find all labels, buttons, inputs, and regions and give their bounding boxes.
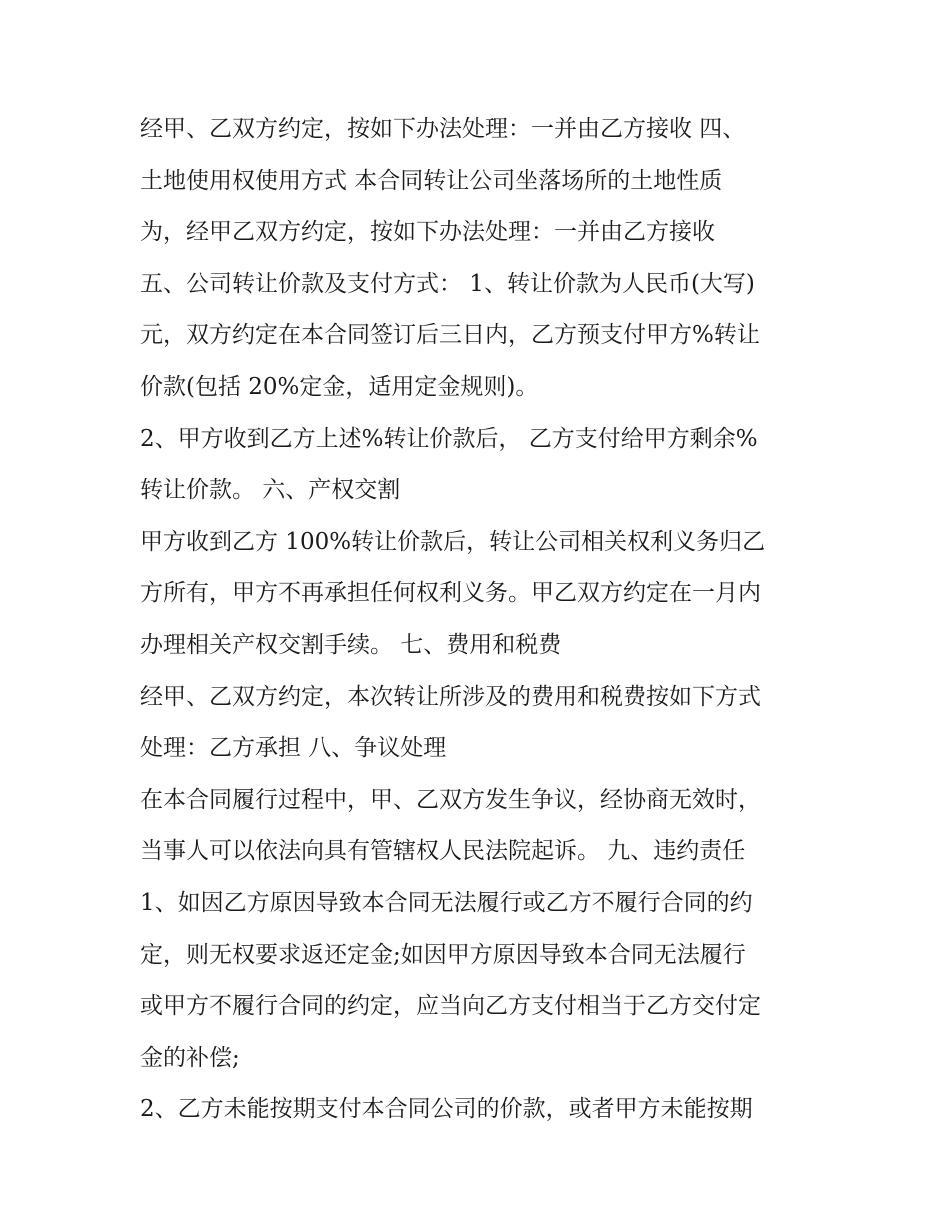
text-line: 1、如因乙方原因导致本合同无法履行或乙方不履行合同的约	[140, 889, 753, 916]
text-line: 2、乙方未能按期支付本合同公司的价款，或者甲方未能按期	[140, 1096, 753, 1123]
text-line: 定，则无权要求返还定金;如因甲方原因导致本合同无法履行	[140, 941, 746, 968]
text-line: 2、甲方收到乙方上述%转让价款后， 乙方支付给甲方剩余%	[140, 425, 758, 452]
text-line: 甲方收到乙方 100%转让价款后，转让公司相关权利义务归乙	[140, 528, 766, 555]
text-line: 或甲方不履行合同的约定，应当向乙方支付相当于乙方交付定	[140, 993, 761, 1020]
contract-text-body	[140, 104, 820, 1136]
text-line: 金的补偿;	[140, 1044, 240, 1071]
text-line: 在本合同履行过程中，甲、乙双方发生争议，经协商无效时，	[140, 786, 761, 813]
text-line: 方所有，甲方不再承担任何权利义务。甲乙双方约定在一月内	[140, 580, 761, 607]
text-line: 价款(包括 20%定金，适用定金规则)。	[140, 373, 539, 400]
text-line: 经甲、乙双方约定，本次转让所涉及的费用和税费按如下方式	[140, 683, 761, 710]
text-line: 经甲、乙双方约定，按如下办法处理：一并由乙方接收 四、	[140, 116, 746, 142]
text-line: 元，双方约定在本合同签订后三日内，乙方预支付甲方%转让	[140, 322, 760, 349]
text-line: 转让价款。 六、产权交割	[140, 477, 401, 504]
text-line: 五、公司转让价款及支付方式： 1、转让价款为人民币(大写)	[140, 270, 755, 297]
text-line: 为，经甲乙双方约定，按如下办法处理：一并由乙方接收	[140, 219, 715, 246]
text-line: 当事人可以依法向具有管辖权人民法院起诉。 九、违约责任	[140, 838, 746, 865]
text-line: 土地使用权使用方式 本合同转让公司坐落场所的土地性质	[140, 167, 723, 194]
text-line: 处理：乙方承担 八、争议处理	[140, 735, 447, 762]
text-line: 办理相关产权交割手续。 七、费用和税费	[140, 631, 562, 658]
